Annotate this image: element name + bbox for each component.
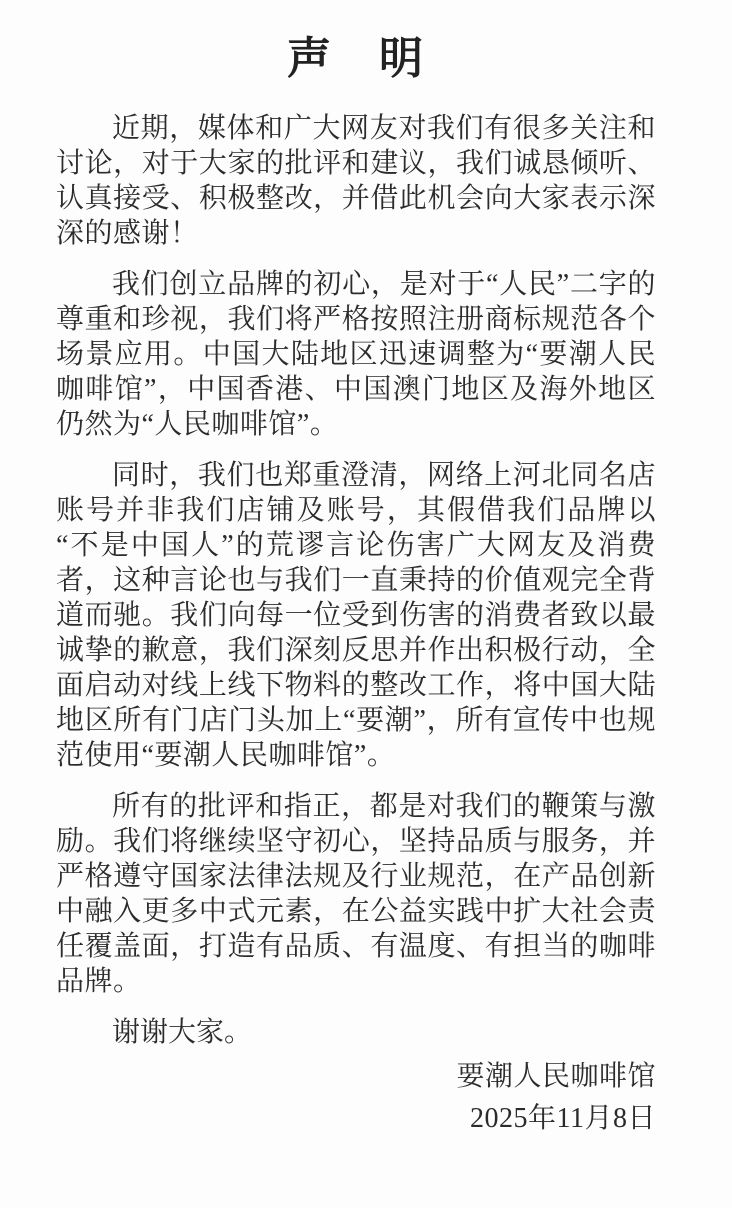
statement-paragraph-2: 我们创立品牌的初心，是对于“人民”二字的尊重和珍视，我们将严格按照注册商标规范各个场景应用。中国大陆地区迅速调整为“要潮人民咖啡馆”，中国香港、中国澳门地区及海外地区仍然为“人民咖啡馆”。 [56,269,656,441]
closing-line: 谢谢大家。 [112,1017,253,1049]
signature-date: 2025年11月8日 [470,1103,656,1135]
statement-paragraph-3: 同时，我们也郑重澄清，网络上河北同名店账号并非我们店铺及账号，其假借我们品牌以“不是中国人”的荒谬言论伤害广大网友及消费者，这种言论也与我们一直秉持的价值观完全背道而驰。我们向每一位受到伤害的消费者致以最诚挚的歉意，我们深刻反思并作出积极行动，全面启动对线上线下物料的整改工作，将中国大陆地区所有门店门头加上“要潮”，所有宣传中也规范使用“要潮人民咖啡馆”。 [56,460,656,772]
statement-paragraph-4: 所有的批评和指正，都是对我们的鞭策与激励。我们将继续坚守初心，坚持品质与服务，并严格遵守国家法律法规及行业规范，在产品创新中融入更多中式元素，在公益实践中扩大社会责任覆盖面，打造有品质、有温度、有担当的咖啡品牌。 [56,791,656,998]
statement-title: 声 明 [287,34,425,83]
signature-name: 要潮人民咖啡馆 [456,1061,656,1093]
statement-paragraph-1: 近期，媒体和广大网友对我们有很多关注和讨论，对于大家的批评和建议，我们诚恳倾听、认真接受、积极整改，并借此机会向大家表示深深的感谢！ [56,113,656,250]
signature-block [56,1056,656,1140]
